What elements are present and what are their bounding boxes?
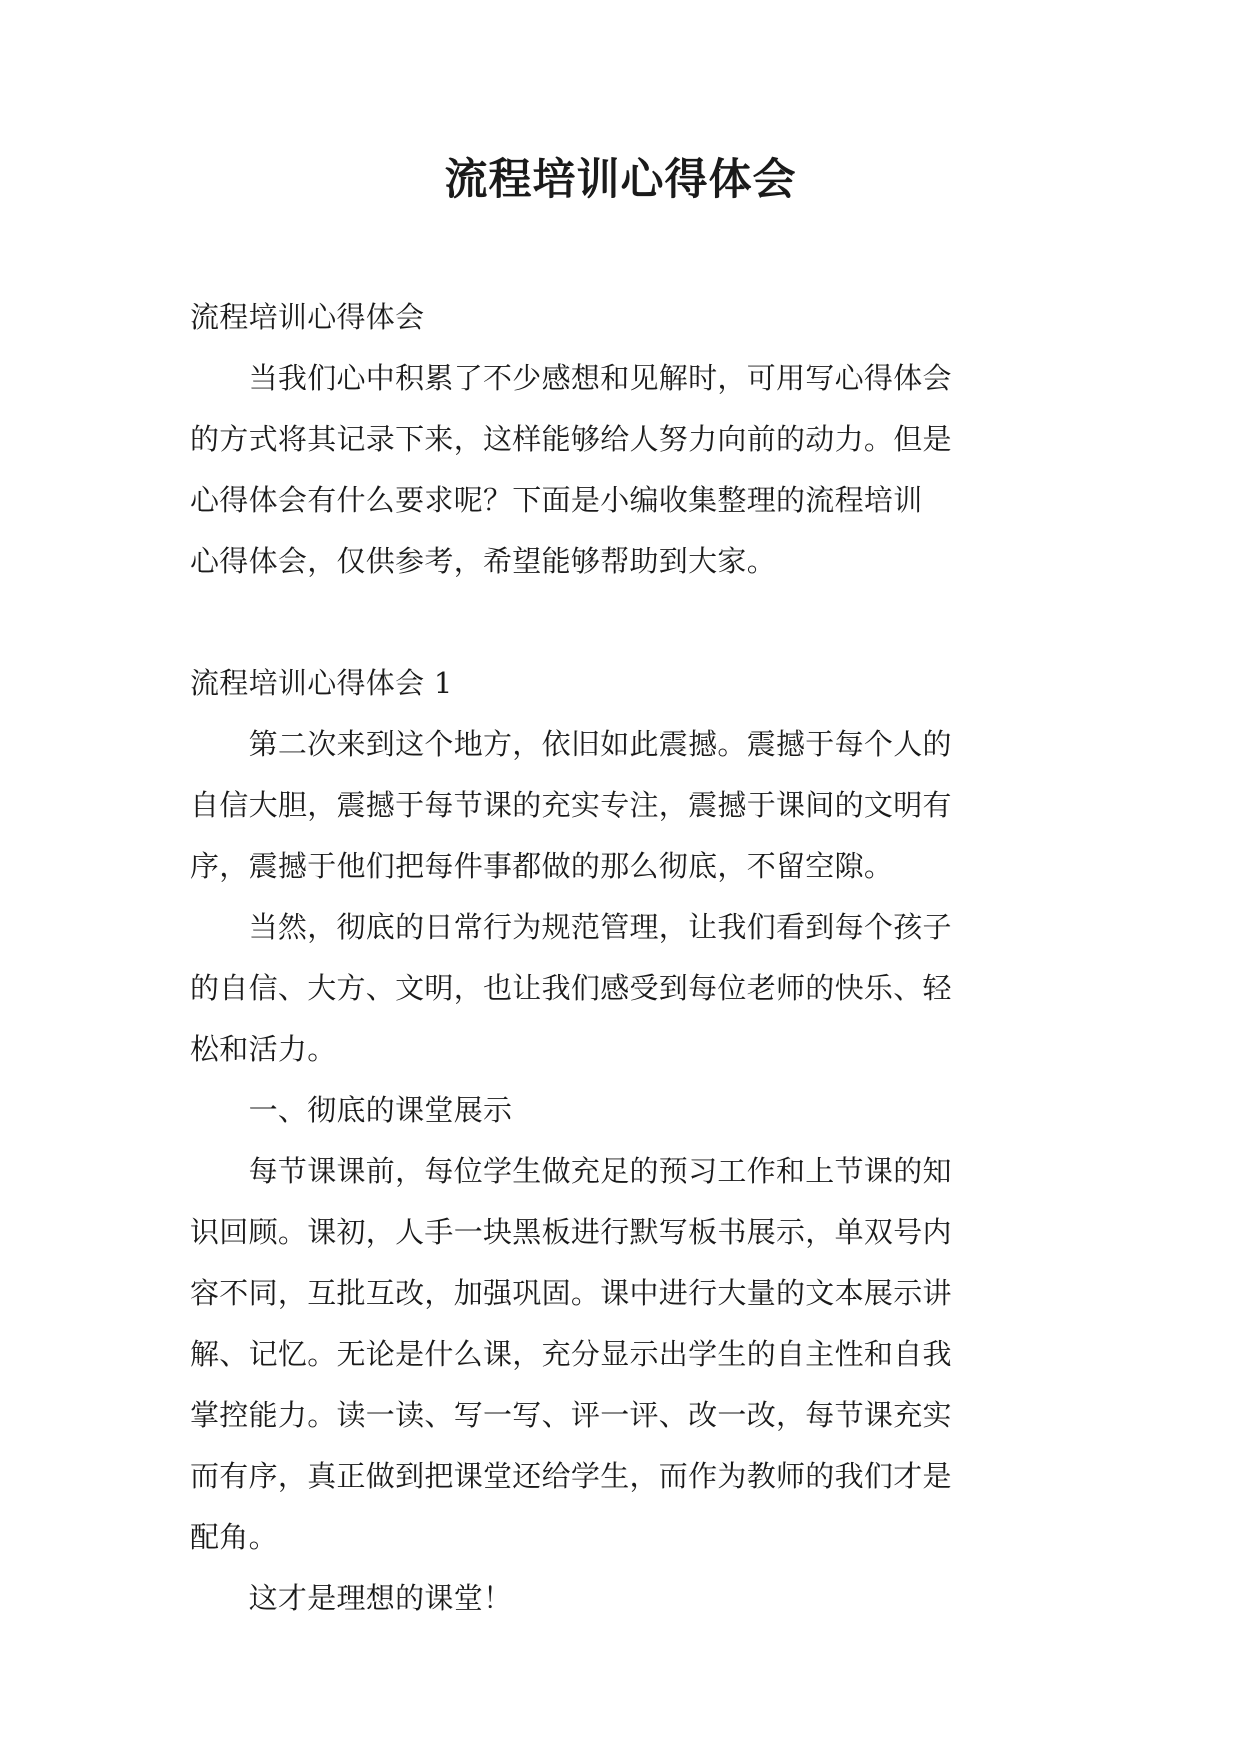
paragraph-line: 自信大胆，震撼于每节课的充实专注，震撼于课间的文明有 xyxy=(190,788,952,822)
paragraph-line: 这才是理想的课堂！ xyxy=(190,1581,513,1615)
paragraph-line: 松和活力。 xyxy=(190,1032,337,1066)
paragraph-line: 序，震撼于他们把每件事都做的那么彻底，不留空隙。 xyxy=(190,849,894,883)
intro-paragraph-line: 心得体会有什么要求呢？下面是小编收集整理的流程培训 xyxy=(190,483,923,517)
document-body xyxy=(190,287,1056,1629)
intro-paragraph-line: 的方式将其记录下来，这样能够给人努力向前的动力。但是 xyxy=(190,422,952,456)
document-title: 流程培训心得体会 xyxy=(444,155,797,205)
paragraph-line: 而有序，真正做到把课堂还给学生，而作为教师的我们才是 xyxy=(190,1459,952,1493)
paragraph-line: 解、记忆。无论是什么课，充分显示出学生的自主性和自我 xyxy=(190,1337,952,1371)
paragraph-line: 当然，彻底的日常行为规范管理，让我们看到每个孩子 xyxy=(190,910,952,944)
section-heading: 流程培训心得体会 1 xyxy=(190,666,453,700)
blank-line xyxy=(190,592,1056,653)
intro-paragraph-line: 当我们心中积累了不少感想和见解时，可用写心得体会 xyxy=(190,361,952,395)
subsection-heading: 一、彻底的课堂展示 xyxy=(190,1093,513,1127)
paragraph-line: 识回顾。课初，人手一块黑板进行默写板书展示，单双号内 xyxy=(190,1215,952,1249)
paragraph-line: 配角。 xyxy=(190,1520,278,1554)
subtitle-line: 流程培训心得体会 xyxy=(190,300,425,334)
paragraph-line: 的自信、大方、文明，也让我们感受到每位老师的快乐、轻 xyxy=(190,971,952,1005)
paragraph-line: 第二次来到这个地方，依旧如此震撼。震撼于每个人的 xyxy=(190,727,952,761)
intro-paragraph-line: 心得体会，仅供参考，希望能够帮助到大家。 xyxy=(190,544,777,578)
paragraph-line: 每节课课前，每位学生做充足的预习工作和上节课的知 xyxy=(190,1154,952,1188)
paragraph-line: 掌控能力。读一读、写一写、评一评、改一改，每节课充实 xyxy=(190,1398,952,1432)
paragraph-line: 容不同，互批互改，加强巩固。课中进行大量的文本展示讲 xyxy=(190,1276,952,1310)
